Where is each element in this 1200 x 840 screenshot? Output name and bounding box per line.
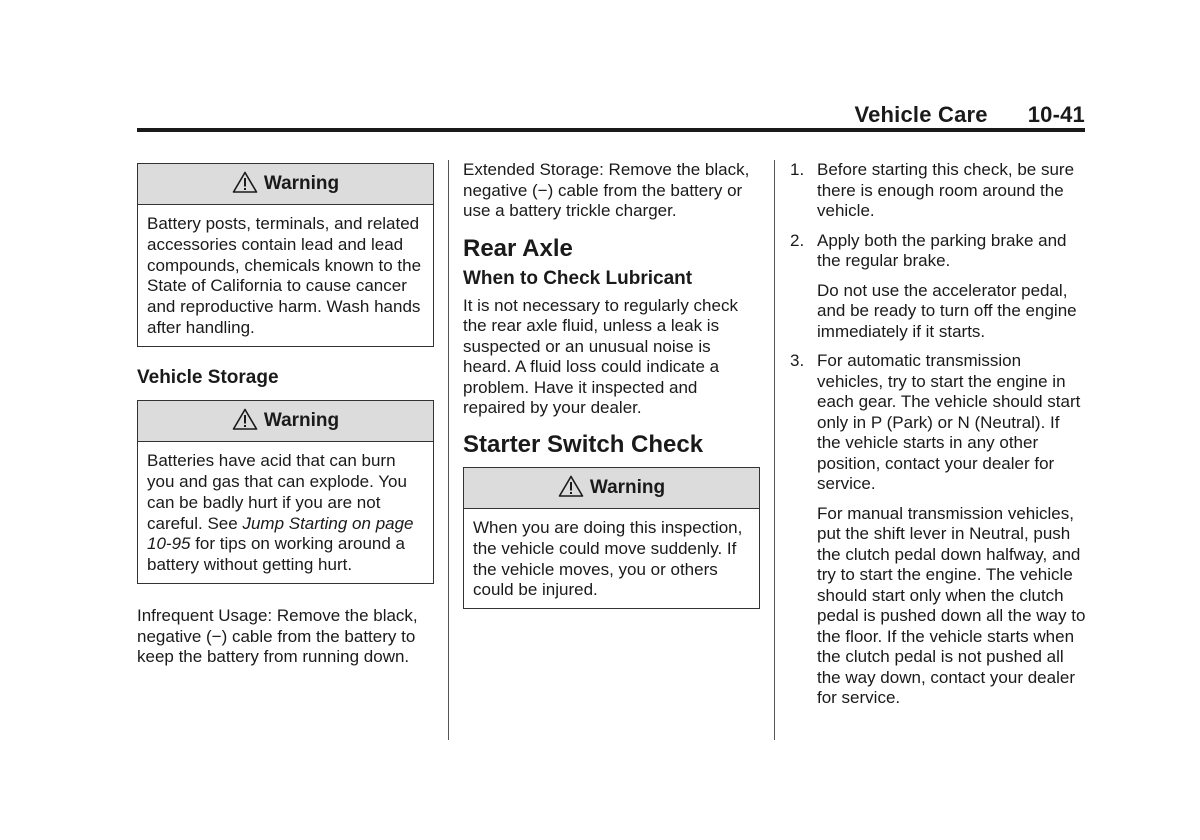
warning-header [138,401,433,442]
warning-title: Warning [263,410,340,432]
step-text: Apply both the parking brake and the regular brake. [817,230,1067,270]
step-note: Do not use the accelerator pedal, and be ready to turn off the engine immediately if it starts. [817,280,1077,341]
warning-text: Batteries have acid that can burn you and gas that can explode. You can be badly hurt if you are not careful. See [147,451,407,533]
warning-title: Warning [589,476,666,498]
warning-text: for tips on working around a battery without getting hurt. [147,534,405,575]
warning-body [138,442,433,583]
step-text: For automatic transmission vehicles, try to start the engine in each gear. The vehicle should start only in P (Park) or N (Neutral). If the vehicle starts in any other position, contact your dealer for service. [817,351,1081,493]
warning-box [137,163,434,347]
header-rule [137,128,1085,132]
step-number: 2. [790,230,805,250]
section-heading: Rear Axle [463,234,573,262]
column-3 [774,160,1086,709]
column-divider [448,160,449,740]
page-number: 10-41 [1027,102,1085,127]
warning-title: Warning [263,172,340,194]
cross-reference-link[interactable]: Jump Starting on page 10-95 [147,513,414,554]
step-number: 3. [790,351,805,370]
warning-body: Battery posts, terminals, and related accessories contain lead and lead compounds, chemicals known to the State of California to cause cancer and reproductive harm. Wash hands after handling. [147,214,422,337]
warning-triangle-icon [558,475,584,497]
warning-body: When you are doing this inspection, the vehicle could move suddenly. If the vehicle moves, you or others could be injured. [473,518,743,600]
list-item [774,351,1086,709]
subheading: Vehicle Storage [137,366,279,388]
paragraph: Extended Storage: Remove the black, negative (−) cable from the battery or use a battery trickle charger. [463,160,750,220]
step-text: Before starting this check, be sure there is enough room around the vehicle. [817,160,1075,220]
warning-triangle-icon [232,408,258,430]
column-1 [137,163,434,668]
procedure-list [774,160,1086,709]
section-heading: Starter Switch Check [463,430,704,458]
paragraph: Infrequent Usage: Remove the black, negative (−) cable from the battery to keep the battery from running down. [137,606,418,667]
list-item [774,160,1086,222]
step-note: For manual transmission vehicles, put the shift lever in Neutral, push the clutch pedal down halfway, and try to start the engine. The vehicle should start only when the clutch pedal is pushed down all the way to the floor. If the vehicle starts when the clutch pedal is not pushed all the way down, contact your dealer for service. [817,503,1086,707]
column-2 [463,160,760,609]
list-item [774,231,1086,343]
warning-box [137,400,434,584]
warning-header [138,164,433,205]
section-title: Vehicle Care [854,102,988,127]
step-number: 1. [790,160,805,179]
warning-box [463,467,760,609]
warning-header [464,468,759,509]
warning-triangle-icon [232,171,258,193]
page-header [137,100,1085,128]
subheading: When to Check Lubricant [463,268,693,289]
paragraph: It is not necessary to regularly check the rear axle fluid, unless a leak is suspected or an unusual noise is heard. A fluid loss could indicate a problem. Have it inspected and repaired by your dealer. [463,295,738,417]
